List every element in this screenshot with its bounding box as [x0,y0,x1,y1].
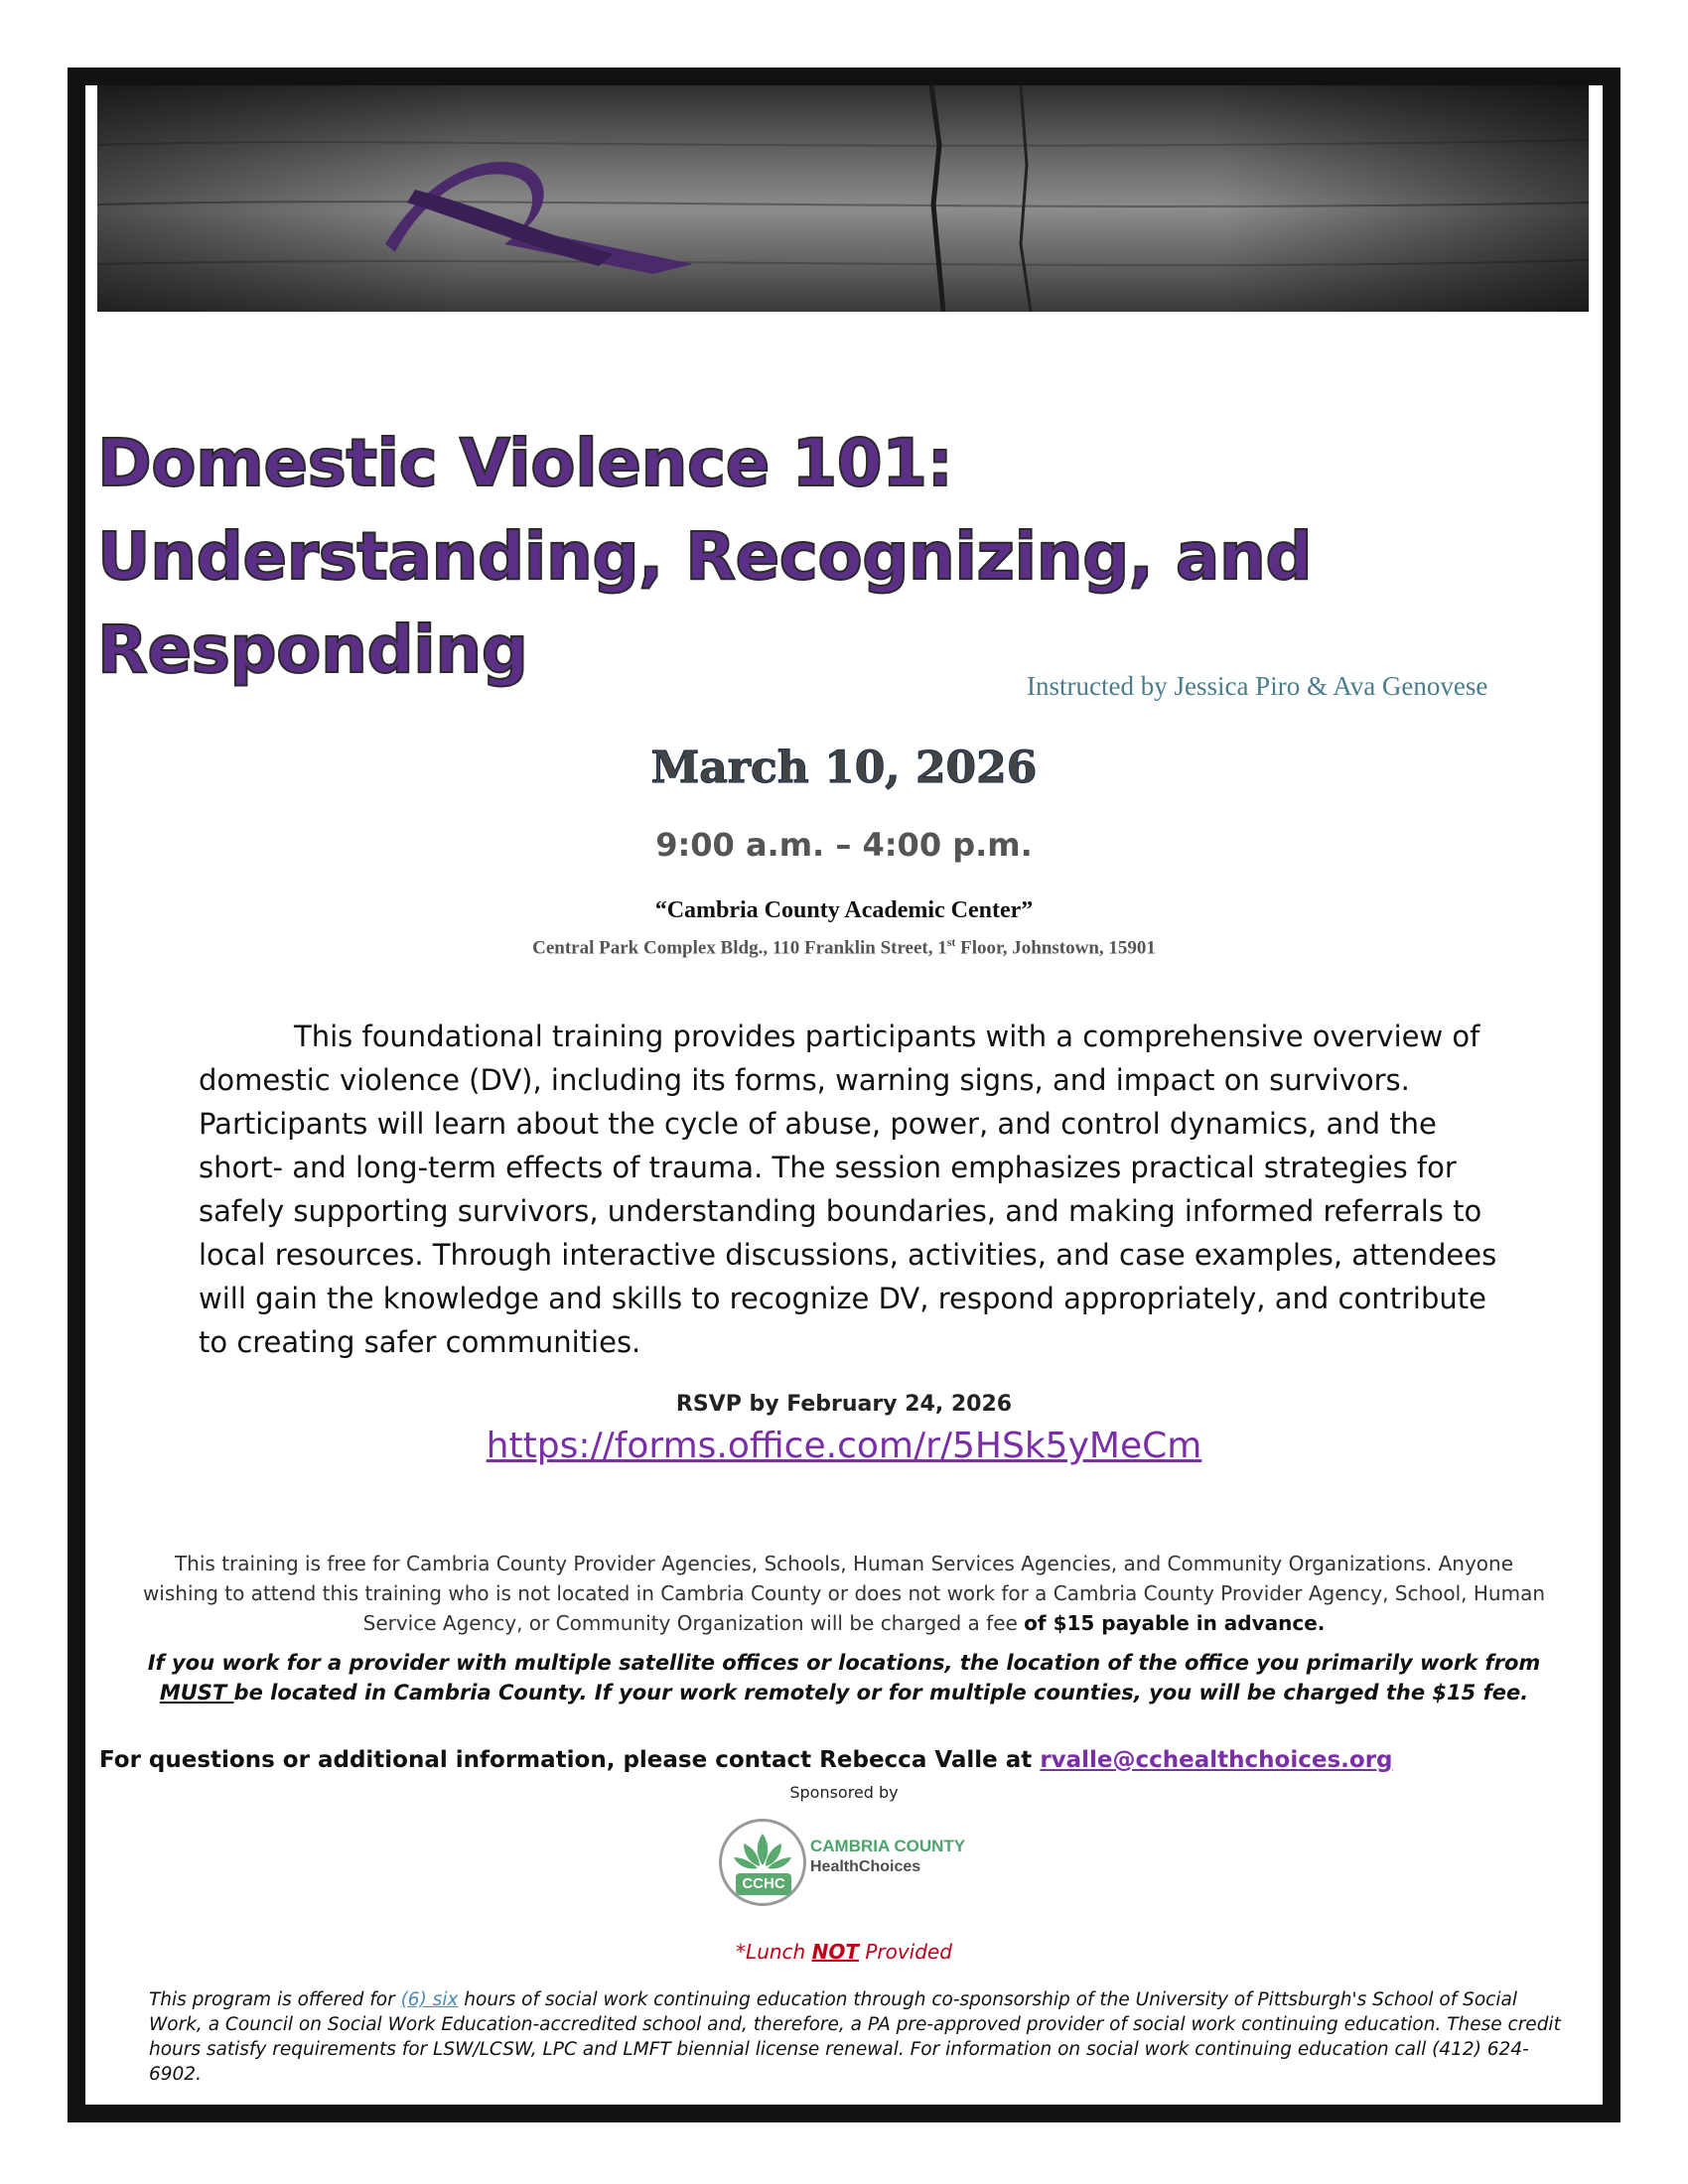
logo-name-line-2: HealthChoices [810,1858,921,1875]
ce-credits-notice [149,1987,1569,2087]
satellite-must: MUST [159,1681,234,1705]
title-line-3: Responding [97,612,528,688]
contact-email-link[interactable]: rvalle@cchealthchoices.org [1040,1747,1393,1773]
satellite-text-2: be located in Cambria County. If your work remotely or for multiple counties, you will be charged the $15 fee. [233,1681,1529,1705]
lunch-suffix: Provided [858,1940,952,1964]
logo-name-line-1: CAMBRIA COUNTY [810,1837,966,1855]
event-venue: “Cambria County Academic Center” [654,897,1034,923]
title-line-2: Understanding, Recognizing, and [97,518,1313,595]
purple-ribbon-icon [97,85,1589,312]
logo-abbreviation: CCHC [736,1873,791,1895]
cchc-logo [719,1819,997,1908]
credits-text-2: hours of social work continuing education through co-sponsorship of the University of Pittsburgh's School of Social Work, a Council on Social Work Education-accredited school and, therefore, a PA pre-approved provider of social work continuing education. These credit hours satisfy requirements for LSW/LCSW, LPC and LMFT biennial license renewal. For information on social work continuing education call (412) 624-6902. [149,1989,1561,2085]
title-line-1: Domestic Violence 101: [97,425,953,501]
credits-text-1: This program is offered for [149,1989,401,2010]
address-text-1: Central Park Complex Bldg., 110 Franklin Street, 1 [532,937,947,959]
rsvp-link[interactable]: https://forms.office.com/r/5HSk5yMeCm [486,1426,1202,1466]
lunch-notice [0,1940,1688,1964]
logo-circle [719,1819,806,1906]
rsvp-label: RSVP by February 24, 2026 [675,1392,1013,1417]
hero-image [97,85,1589,312]
fee-text: This training is free for Cambria County Provider Agencies, Schools, Human Services Agencies, and Community Organizations. Anyone wishing to attend this training who is not located in Cambria County or does not work for a Cambria County Provider Agency, School, Human Service Agency, or Community Organization will be charged a fee [142,1552,1546,1635]
satellite-text-1: If you work for a provider with multiple satellite offices or locations, the location of the office you primarily work from [147,1651,1541,1675]
fee-amount: of $15 payable in advance. [1024,1611,1326,1635]
event-time: 9:00 a.m. – 4:00 p.m. [655,826,1033,864]
training-description: This foundational training provides participants with a comprehensive overview of domestic violence (DV), including its forms, warning signs, and impact on survivors. Participants will learn about the cycle of abuse, power, and control dynamics, and the short- and long-term effects of trauma. The session emphasizes practical strategies for safely supporting survivors, understanding boundaries, and making informed referrals to local resources. Through interactive discussions, activities, and case examples, attendees will gain the knowledge and skills to recognize DV, respond appropriately, and contribute to creating safer communities. [199,1020,1497,1359]
address-superscript: st [946,935,956,949]
fee-notice [139,1549,1549,1638]
page-title [97,417,1537,697]
rsvp-link-container [0,1426,1688,1466]
event-date: March 10, 2026 [650,743,1038,793]
contact-line [99,1747,1589,1773]
contact-text: For questions or additional information, please contact Rebecca Valle at [99,1747,1041,1773]
satellite-notice [129,1648,1559,1707]
lunch-prefix: *Lunch [736,1940,812,1964]
credits-hours: (6) six [400,1989,459,2010]
sponsored-label: Sponsored by [789,1783,899,1802]
instructors-label: Instructed by Jessica Piro & Ava Genovese [1027,671,1488,701]
address-text-2: Floor, Johnstown, 15901 [955,937,1156,959]
event-address [0,935,1688,959]
lunch-not: NOT [811,1940,859,1964]
